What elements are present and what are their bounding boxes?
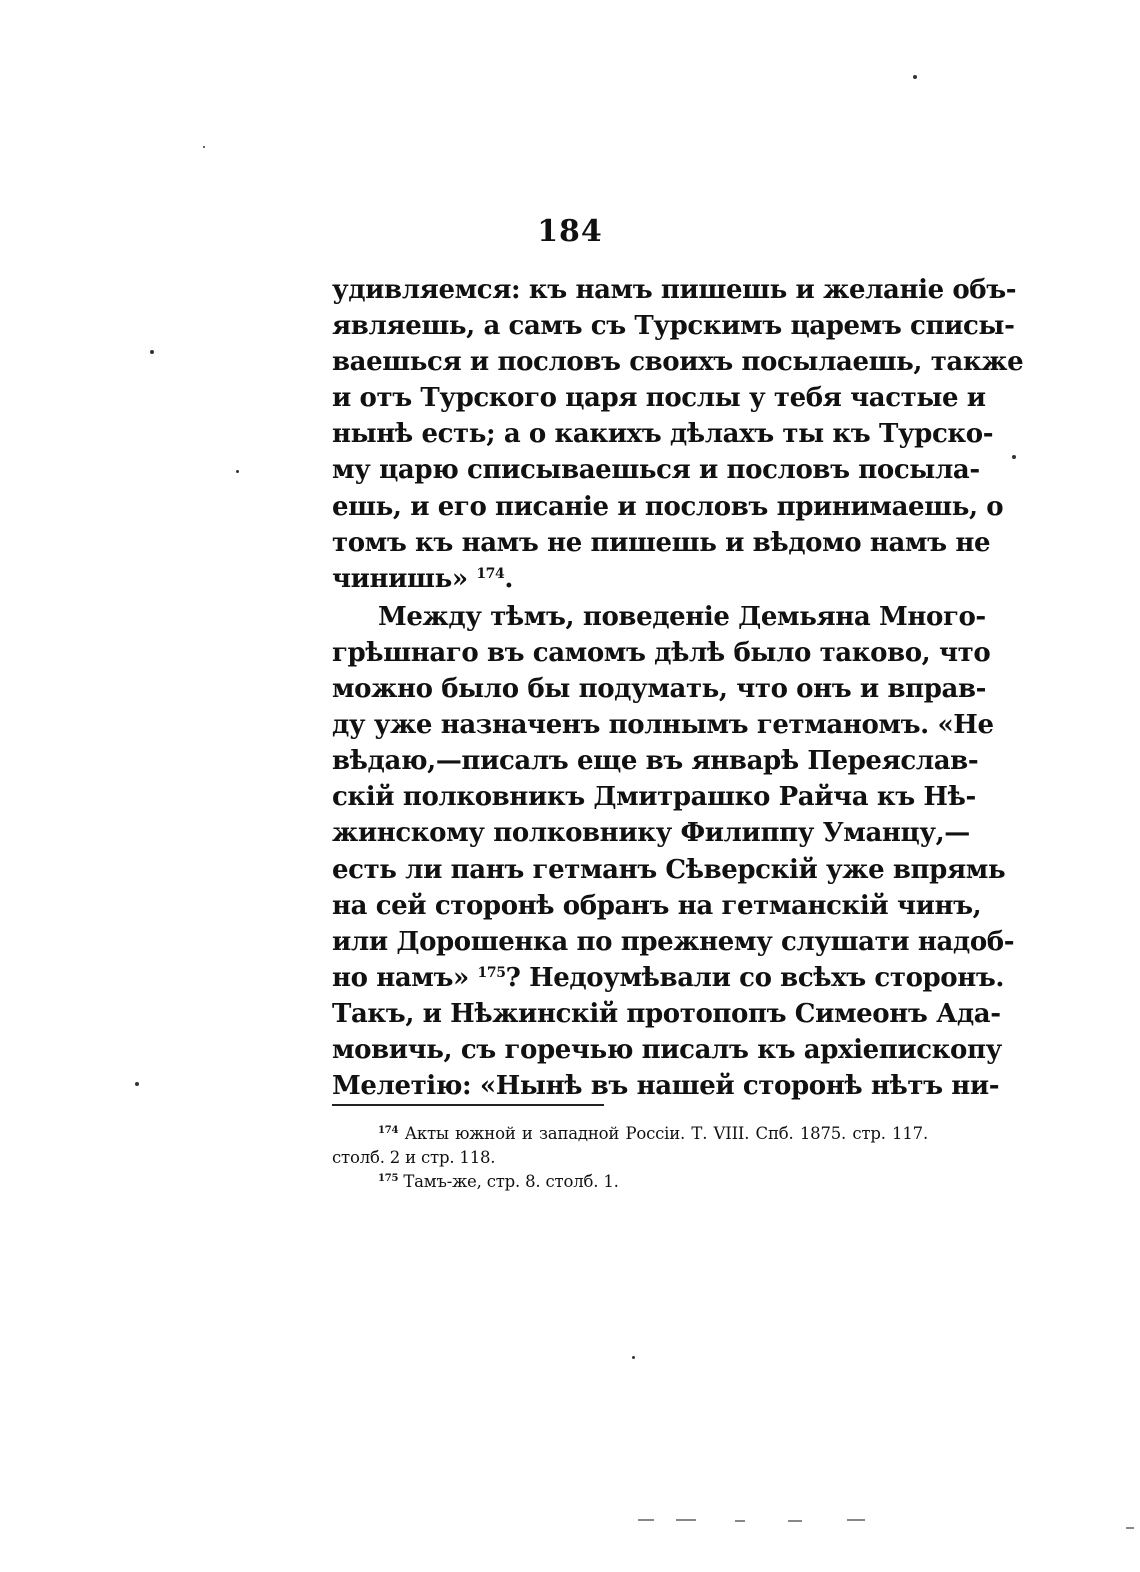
footnote-text: Тамъ-же, стр. 8. столб. 1. bbox=[403, 1172, 619, 1191]
footnote-marker: 174 bbox=[378, 1125, 399, 1136]
text-line: нынѣ есть; а о какихъ дѣлахъ ты къ Турско- bbox=[332, 419, 994, 450]
text-line: на сей сторонѣ обранъ на гетманскій чинъ, bbox=[332, 890, 982, 921]
scan-speck bbox=[1012, 455, 1016, 459]
scan-artifact bbox=[847, 1519, 865, 1521]
text-line: Мелетію: «Нынѣ въ нашей сторонѣ нѣтъ ни- bbox=[332, 1071, 1000, 1102]
text-line: мовичь, съ горечью писалъ къ архіепископу bbox=[332, 1034, 1002, 1065]
text-line: томъ къ намъ не пишешь и вѣдомо намъ не bbox=[332, 527, 991, 558]
footnote-ref-174[interactable]: 174 bbox=[476, 565, 505, 582]
body-text bbox=[332, 272, 1024, 1104]
text-line-fragment: чинишь» bbox=[332, 563, 468, 594]
paragraph-2 bbox=[332, 599, 1015, 1104]
text-line: являешь, а самъ съ Турскимъ царемъ списы- bbox=[332, 311, 1015, 342]
text-line: Между тѣмъ, поведеніе Демьяна Много- bbox=[378, 601, 986, 632]
footnote-ref-175[interactable]: 175 bbox=[477, 964, 506, 981]
text-line bbox=[332, 960, 1005, 996]
text-line: скій полковникъ Дмитрашко Райча къ Нѣ- bbox=[332, 782, 976, 813]
scan-artifact bbox=[638, 1519, 654, 1521]
scan-artifact bbox=[676, 1519, 696, 1521]
footnote-divider bbox=[332, 1104, 604, 1106]
footnotes bbox=[332, 1122, 928, 1194]
footnote-text: Акты южной и западной Россіи. Т. VIII. Спб. 1875. стр. 117. bbox=[404, 1124, 928, 1143]
text-line: и отъ Турского царя послы у тебя частые и bbox=[332, 383, 986, 414]
footnote-174 bbox=[332, 1122, 928, 1146]
paragraph-1 bbox=[332, 272, 1024, 597]
scan-speck bbox=[203, 146, 205, 148]
text-line: есть ли панъ гетманъ Сѣверскій уже впрямь bbox=[332, 854, 1006, 885]
text-line: можно было бы подумать, что онъ и вправ- bbox=[332, 674, 987, 705]
scan-speck bbox=[913, 75, 917, 79]
text-line: ду уже назначенъ полнымъ гетманомъ. «Не bbox=[332, 710, 994, 741]
text-line: ваешься и пословъ своихъ посылаешь, также bbox=[332, 347, 1024, 378]
scan-speck bbox=[135, 1082, 139, 1086]
footnote-175 bbox=[332, 1170, 928, 1194]
page-number: 184 bbox=[537, 214, 603, 249]
scan-speck bbox=[150, 350, 154, 354]
text-line bbox=[332, 561, 928, 597]
footnote-marker: 175 bbox=[378, 1173, 399, 1184]
text-line: Такъ, и Нѣжинскій протопопъ Симеонъ Ада- bbox=[332, 998, 1001, 1029]
text-line-fragment: но намъ» bbox=[332, 962, 469, 993]
text-line: вѣдаю,—писалъ еще въ январѣ Переяслав- bbox=[332, 746, 979, 777]
scan-speck bbox=[236, 470, 239, 473]
text-line: удивляемся: къ намъ пишешь и желаніе объ- bbox=[332, 275, 1017, 305]
text-line: му царю списываешься и пословъ посыла- bbox=[332, 455, 980, 486]
scan-artifact bbox=[788, 1520, 802, 1522]
text-line-fragment: . bbox=[504, 563, 514, 594]
text-line: ешь, и его писаніе и пословъ принимаешь, о bbox=[332, 491, 1004, 522]
text-line: жинскому полковнику Филиппу Уманцу,— bbox=[332, 818, 970, 849]
text-line: грѣшнаго въ самомъ дѣлѣ было таково, что bbox=[332, 637, 991, 668]
scan-speck bbox=[632, 1356, 635, 1359]
footnote-174-continued: столб. 2 и стр. 118. bbox=[332, 1148, 496, 1167]
text-line-fragment: ? Недоумѣвали со всѣхъ сторонъ. bbox=[505, 962, 1005, 993]
scan-artifact bbox=[735, 1520, 745, 1522]
text-line: или Дорошенка по прежнему слушати надоб- bbox=[332, 926, 1015, 957]
scan-artifact bbox=[1126, 1527, 1134, 1529]
